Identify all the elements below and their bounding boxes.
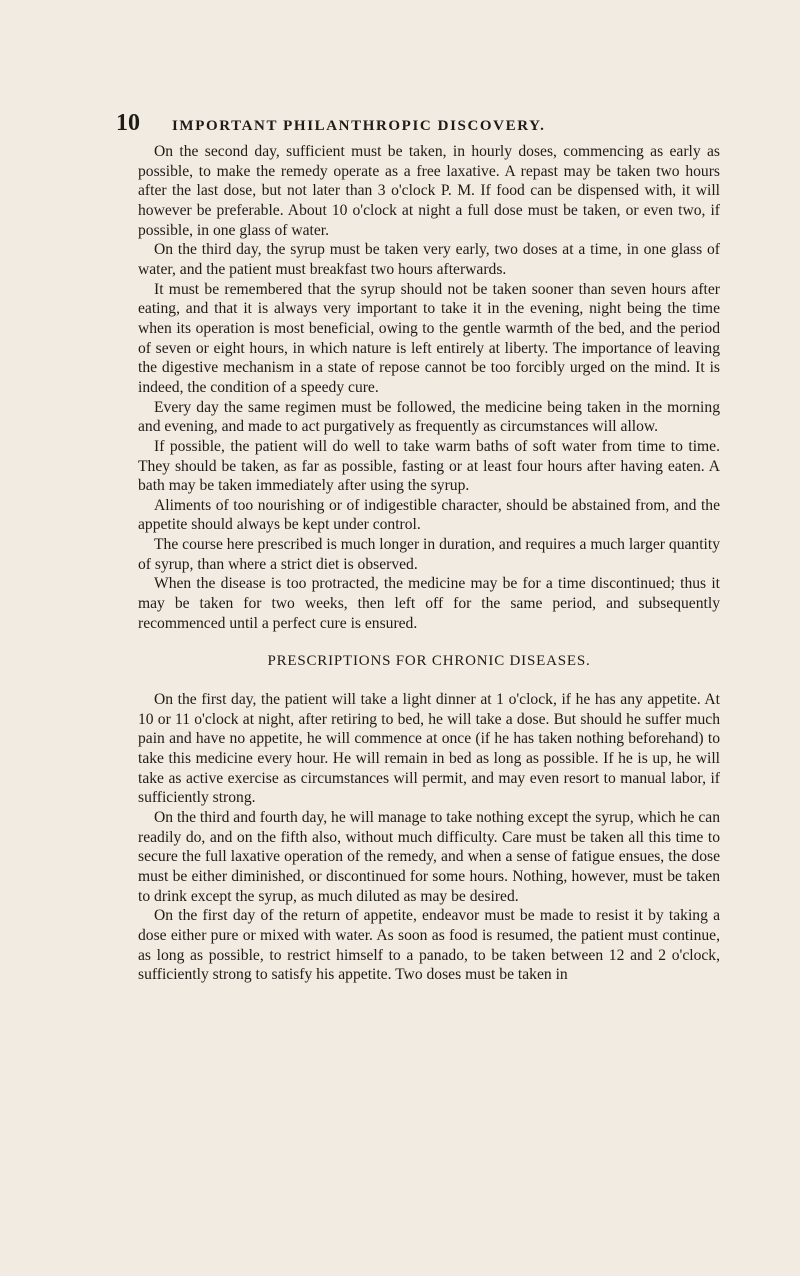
paragraph: Every day the same regimen must be followed, the medicine being taken in the morning and evening, and made to act purgatively as frequently as circumstances will allow. xyxy=(138,398,720,436)
paragraph: Aliments of too nourishing or of indigestible character, should be abstained from, and the appetite should always be kept under control. xyxy=(138,496,720,534)
paragraph: On the first day, the patient will take a light dinner at 1 o'clock, if he has any appetite. At 10 or 11 o'clock at night, after retiring to bed, he will take a dose. But should he suffer much pain and have no appetite, he will commence at once (if he has taken nothing beforehand) to take this medicine every hour. He will remain in bed as long as possible. If he is up, he will take as active exercise as circumstances will permit, and may even resort to manual labor, if sufficiently strong. xyxy=(138,691,720,807)
page-number: 10 xyxy=(116,110,140,136)
paragraph: On the first day of the return of appetite, endeavor must be made to resist it by taking a dose either pure or mixed with water. As soon as food is resumed, the patient must continue, as long as possible, to restrict himself to a panado, to be taken between 12 and 2 o'clock, sufficiently strong to satisfy his appetite. Two doses must be taken in xyxy=(138,907,720,984)
paragraph: When the disease is too protracted, the medicine may be for a time discontinued; thus it may be taken for two weeks, then left off for the same period, and subsequently recommenced until a perfect cure is ensured. xyxy=(138,575,720,632)
section-heading: PRESCRIPTIONS FOR CHRONIC DISEASES. xyxy=(267,653,591,670)
body-text xyxy=(138,142,720,985)
paragraph: If possible, the patient will do well to take warm baths of soft water from time to time. They should be taken, as far as possible, fasting or at least four hours after having eaten. A bath may be taken immediately after using the syrup. xyxy=(138,437,720,495)
paragraph: On the third day, the syrup must be taken very early, two doses at a time, in one glass of water, and the patient must breakfast two hours afterwards. xyxy=(138,241,720,278)
running-title: IMPORTANT PHILANTHROPIC DISCOVERY. xyxy=(172,118,546,134)
paragraph: On the second day, sufficient must be taken, in hourly doses, commencing as early as possible, to make the remedy operate as a free laxative. A repast may be taken two hours after the last dose, but not later than 3 o'clock P. M. If food can be dispensed with, it will however be preferable. About 10 o'clock at night a full dose must be taken, or even two, if possible, in one glass of water. xyxy=(138,143,720,239)
running-header xyxy=(116,110,716,140)
paragraph: On the third and fourth day, he will manage to take nothing except the syrup, which he can readily do, and on the fifth also, without much difficulty. Care must be taken all this time to secure the full laxative operation of the remedy, and when a sense of fatigue ensues, the dose must be either diminished, or discontinued for some hours. Nothing, however, must be taken to drink except the syrup, as much diluted as may be desired. xyxy=(138,809,720,905)
paragraph: The course here prescribed is much longer in duration, and requires a much larger quantity of syrup, than where a strict diet is observed. xyxy=(138,536,720,573)
paragraph: It must be remembered that the syrup should not be taken sooner than seven hours after eating, and that it is always very important to take it in the evening, night being the time when its operation is most beneficial, owing to the gentle warmth of the bed, and the period of seven or eight hours, in which nature is left entirely at liberty. The importance of leaving the digestive mechanism in a state of repose cannot be too forcibly urged on the mind. It is indeed, the condition of a speedy cure. xyxy=(138,280,720,396)
